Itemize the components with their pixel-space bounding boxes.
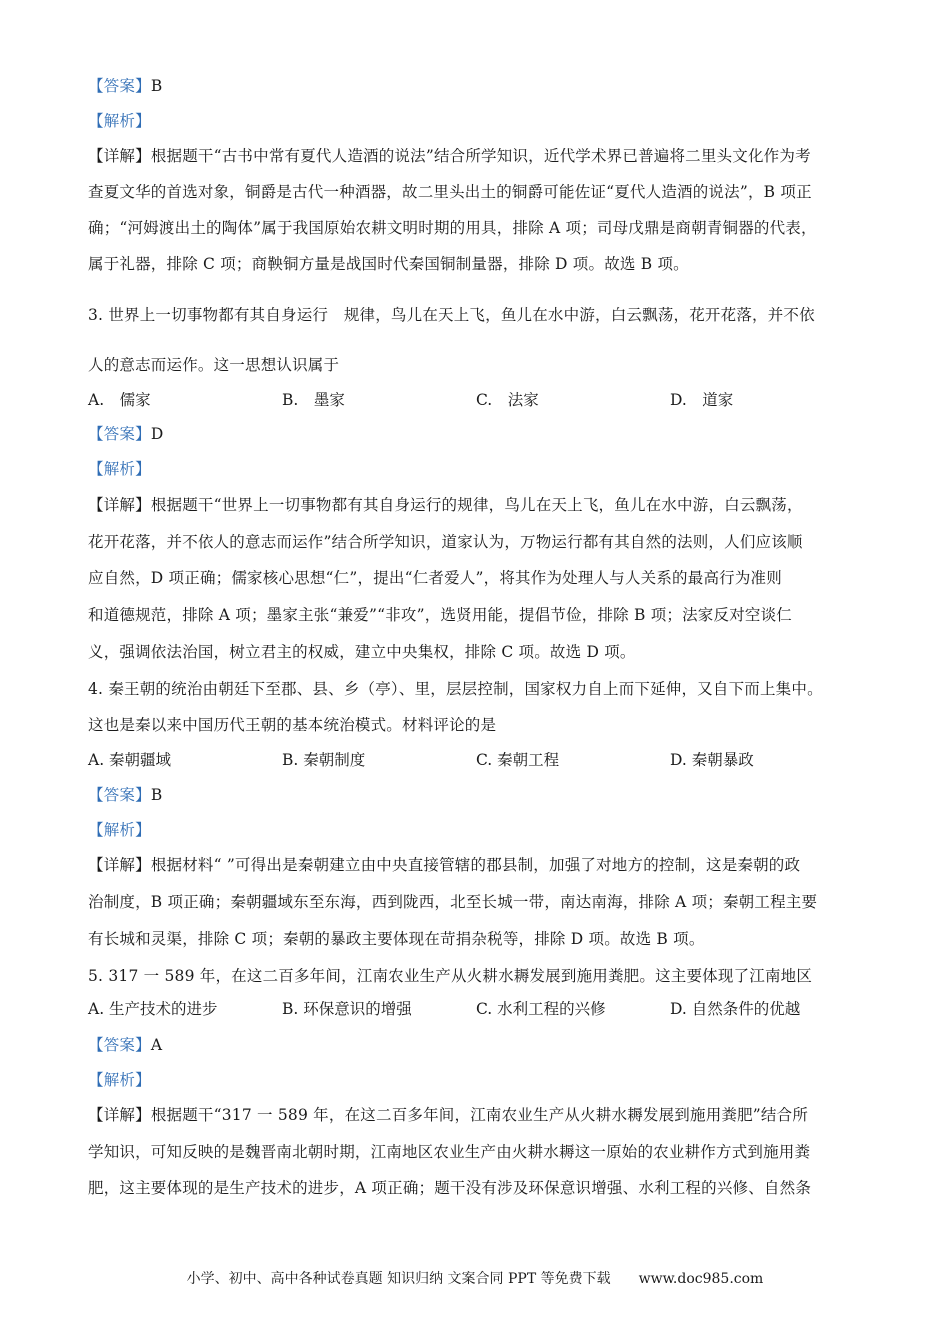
answer-tag: 【答案】 (88, 425, 151, 443)
q3-detail-line: 义，强调依法治国，树立君主的权威，建立中央集权，排除 C 项。故选 D 项。 (88, 643, 636, 661)
answer-tag: 【答案】 (88, 786, 151, 804)
q3-option-c: C. 法家 (476, 391, 539, 409)
q3-option-d: D. 道家 (670, 391, 734, 409)
q3-option-b: B. 墨家 (282, 391, 345, 409)
q2-detail-line: 确；“河姆渡出土的陶体”属于我国原始农耕文明时期的用具，排除 A 项；司母戊鼎是商朝青铜器的代表， (88, 219, 817, 237)
q4-answer-line (88, 785, 878, 805)
q3-detail-line: 应自然，D 项正确；儒家核心思想“仁”，提出“仁者爱人”，将其作为处理人与人关系的最高行为准则 (88, 569, 782, 587)
detail-tag: 【详解】 (88, 1106, 151, 1124)
q4-option-b: B. 秦朝制度 (282, 751, 366, 769)
answer-tag: 【答案】 (88, 77, 151, 95)
detail-tag: 【详解】 (88, 856, 151, 874)
analysis-tag: 【解析】 (88, 1071, 151, 1089)
q5-option-a: A. 生产技术的进步 (88, 1000, 218, 1018)
q4-option-a: A. 秦朝疆域 (88, 751, 172, 769)
q3-analysis-line (88, 459, 878, 479)
q4-detail-line: 【详解】根据材料“ ”可得出是秦朝建立由中央直接管辖的郡县制，加强了对地方的控制，这是秦朝的政 (88, 856, 801, 874)
q4-analysis-line (88, 820, 878, 840)
answer-tag: 【答案】 (88, 1036, 151, 1054)
q4-stem-line: 4. 秦王朝的统治由朝廷下至郡、县、乡（亭）、里，层层控制，国家权力自上而下延伸，又自下而上集中。 (88, 680, 823, 698)
q4-option-c: C. 秦朝工程 (476, 751, 560, 769)
q5-stem-line: 5. 317 一 589 年，在这二百多年间，江南农业生产从火耕水耨发展到施用粪肥。这主要体现了江南地区 (88, 967, 813, 985)
q3-detail-line: 和道德规范，排除 A 项；墨家主张“兼爱”“非攻”，选贤用能，提倡节俭，排除 B 项；法家反对空谈仁 (88, 606, 792, 624)
q5-detail-line: 【详解】根据题干“317 一 589 年，在这二百多年间，江南农业生产从火耕水耨发展到施用粪肥”结合所 (88, 1106, 809, 1124)
q5-option-b: B. 环保意识的增强 (282, 1000, 412, 1018)
answer-value: B (150, 77, 163, 95)
q5-detail-line: 学知识，可知反映的是魏晋南北朝时期，江南地区农业生产由火耕水耨这一原始的农业耕作方式到施用粪 (88, 1143, 811, 1161)
q3-detail-line: 花开花落，并不依人的意志而运作”结合所学知识，道家认为，万物运行都有其自然的法则，人们应该顺 (88, 533, 803, 551)
q4-detail-line: 有长城和灵渠，排除 C 项；秦朝的暴政主要体现在苛捐杂税等，排除 D 项。故选 B 项。 (88, 930, 705, 948)
q2-analysis-line (88, 111, 878, 131)
q3-detail-line: 【详解】根据题干“世界上一切事物都有其自身运行的规律，鸟儿在天上飞，鱼儿在水中游，白云飘荡， (88, 496, 803, 514)
q5-option-d: D. 自然条件的优越 (670, 1000, 801, 1018)
analysis-tag: 【解析】 (88, 821, 151, 839)
page-footer: 小学、初中、高中各种试卷真题 知识归纳 文案合同 PPT 等免费下载 www.doc985.com (186, 1271, 764, 1287)
q5-detail-line: 肥，这主要体现的是生产技术的进步，A 项正确；题干没有涉及环保意识增强、水利工程的兴修、自然条 (88, 1179, 812, 1197)
answer-value: A (150, 1036, 163, 1054)
answer-value: D (150, 425, 164, 443)
q3-option-a: A. 儒家 (88, 391, 151, 409)
q5-answer-line (88, 1035, 878, 1055)
q2-detail-line: 查夏文华的首选对象，铜爵是古代一种酒器，故二里头出土的铜爵可能佐证“夏代人造酒的说法”，B 项正 (88, 183, 812, 201)
detail-tag: 【详解】 (88, 147, 151, 165)
answer-value: B (150, 786, 163, 804)
q5-analysis-line (88, 1070, 878, 1090)
q4-stem-line: 这也是秦以来中国历代王朝的基本统治模式。材料评论的是 (88, 716, 497, 734)
q4-detail-line: 治制度，B 项正确；秦朝疆域东至东海，西到陇西，北至长城一带，南达南海，排除 A 项；秦朝工程主要 (88, 893, 818, 911)
q2-detail-line: 属于礼器，排除 C 项；商鞅铜方量是战国时代秦国铜制量器，排除 D 项。故选 B 项。 (88, 255, 689, 273)
q3-answer-line (88, 424, 878, 444)
q3-stem-line: 人的意志而运作。这一思想认识属于 (88, 356, 340, 374)
q4-option-d: D. 秦朝暴政 (670, 751, 754, 769)
analysis-tag: 【解析】 (88, 460, 151, 478)
detail-tag: 【详解】 (88, 496, 151, 514)
q2-detail-line: 【详解】根据题干“古书中常有夏代人造酒的说法”结合所学知识，近代学术界已普遍将二里头文化作为考 (88, 147, 811, 165)
q2-answer-line (88, 76, 878, 96)
analysis-tag: 【解析】 (88, 112, 151, 130)
q3-stem-line: 3. 世界上一切事物都有其自身运行 规律，鸟儿在天上飞，鱼儿在水中游，白云飘荡，花开花落，并不依 (88, 306, 815, 324)
q5-option-c: C. 水利工程的兴修 (476, 1000, 606, 1018)
